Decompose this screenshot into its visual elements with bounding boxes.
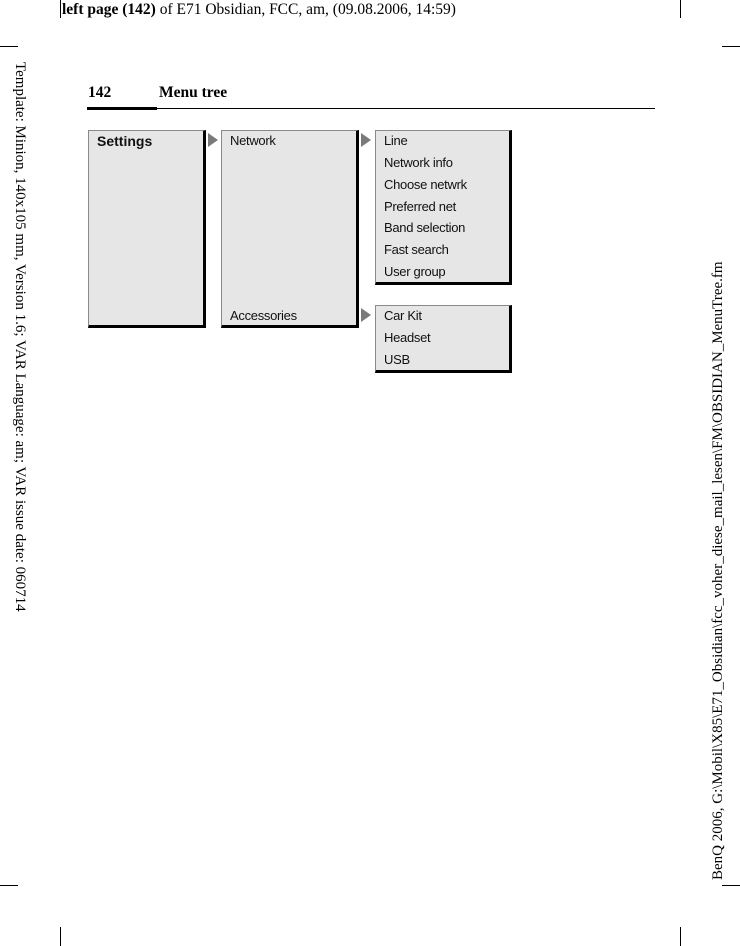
page-title: Menu tree bbox=[159, 84, 228, 101]
crop-mark bbox=[680, 927, 681, 946]
crop-mark bbox=[722, 885, 740, 886]
menu-item-headset[interactable]: Headset bbox=[384, 330, 431, 345]
menu-box-level1 bbox=[221, 130, 359, 328]
menu-item-network-info[interactable]: Network info bbox=[384, 155, 453, 170]
menu-item-car-kit[interactable]: Car Kit bbox=[384, 308, 422, 323]
page-number: 142 bbox=[88, 84, 112, 101]
crop-mark bbox=[0, 46, 18, 47]
menu-item-usb[interactable]: USB bbox=[384, 352, 410, 367]
menu-item-band-selection[interactable]: Band selection bbox=[384, 220, 466, 235]
arrow-right-icon bbox=[361, 133, 371, 147]
menu-box-network bbox=[375, 130, 512, 285]
crop-mark bbox=[680, 0, 681, 18]
file-path-text: BenQ 2006, G:\Mobil\X85\E71_Obsidian\fcc_voher_diese_mail_lesen\FM\OBSIDIAN_MenuTree.fm bbox=[710, 261, 726, 880]
menu-item-line[interactable]: Line bbox=[384, 133, 408, 148]
page-label-bold: left page (142) bbox=[62, 1, 156, 18]
menu-item-network[interactable]: Network bbox=[230, 133, 276, 148]
print-header bbox=[62, 1, 456, 19]
menu-item-choose-network[interactable]: Choose netwrk bbox=[384, 177, 467, 192]
arrow-right-icon bbox=[208, 133, 218, 147]
menu-item-accessories[interactable]: Accessories bbox=[230, 308, 297, 323]
menu-item-preferred-net[interactable]: Preferred net bbox=[384, 199, 456, 214]
page-label-rest: of E71 Obsidian, FCC, am, (09.08.2006, 14:59) bbox=[155, 1, 456, 18]
crop-mark bbox=[60, 0, 61, 18]
menu-item-settings[interactable]: Settings bbox=[97, 133, 153, 149]
template-info-text: Template: Minion, 140x105 mm, Version 1.6; VAR Language: am; VAR issue date: 060714 bbox=[12, 62, 28, 612]
menu-box-settings bbox=[88, 130, 206, 328]
crop-mark bbox=[722, 46, 740, 47]
menu-item-fast-search[interactable]: Fast search bbox=[384, 242, 449, 257]
arrow-right-icon bbox=[361, 308, 371, 322]
heading-rule bbox=[157, 108, 655, 109]
menu-box-accessories bbox=[375, 305, 512, 373]
crop-mark bbox=[60, 927, 61, 946]
menu-item-user-group[interactable]: User group bbox=[384, 264, 446, 279]
crop-mark bbox=[0, 885, 18, 886]
heading-rule-thick bbox=[87, 107, 157, 110]
